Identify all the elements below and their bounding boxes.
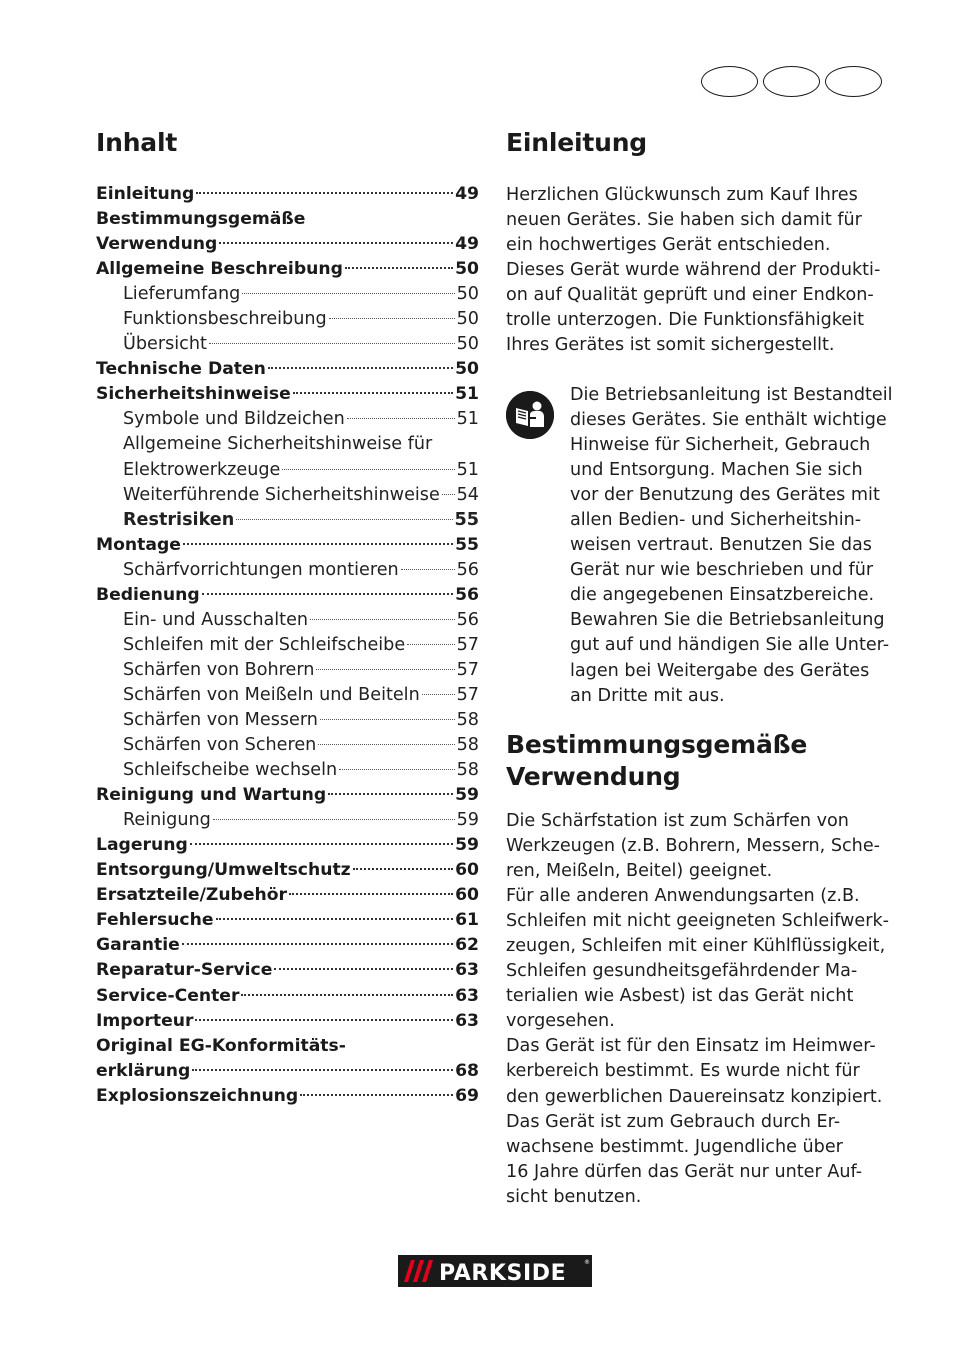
toc-leader-dots <box>196 192 453 194</box>
notice-text-line: und Entsorgung. Machen Sie sich <box>570 460 863 481</box>
usage-text-line: vorgesehen. <box>506 1011 615 1032</box>
toc-page-number: 57 <box>456 684 479 705</box>
read-manual-icon <box>506 391 554 439</box>
toc-entry-label: Elektrowerkzeuge <box>123 459 281 480</box>
toc-entry[interactable] <box>96 508 479 533</box>
toc-entry-label: Schärfvorrichtungen montieren <box>123 559 399 580</box>
intro-text-line: neuen Gerätes. Sie haben sich damit für <box>506 210 862 231</box>
toc-entry-label: Schleifen mit der Schleifscheibe <box>123 634 406 655</box>
toc-entry[interactable] <box>96 533 479 558</box>
usage-text-line: Für alle anderen Anwendungsarten (z.B. <box>506 886 860 907</box>
toc-entry-label: Entsorgung/Umweltschutz <box>96 860 351 881</box>
toc-leader-dots <box>422 694 455 695</box>
toc-entry[interactable] <box>96 733 479 758</box>
notice-text-line: vor der Benutzung des Gerätes mit <box>570 485 880 506</box>
toc-entry[interactable] <box>96 883 479 908</box>
toc-leader-dots <box>241 994 453 996</box>
toc-entry[interactable] <box>96 332 479 357</box>
toc-page-number: 58 <box>456 735 479 756</box>
usage-text-line: Werkzeugen (z.B. Bohrern, Messern, Sche- <box>506 836 881 857</box>
toc-leader-dots <box>242 293 454 294</box>
toc-entry[interactable] <box>96 207 479 232</box>
toc-entry-label: Einleitung <box>96 184 195 204</box>
toc-entry-label: Restrisiken <box>123 509 235 530</box>
toc-entry-label: Reinigung <box>123 810 211 831</box>
toc-entry-label: Lagerung <box>96 835 188 856</box>
toc-entry-label: Schärfen von Messern <box>123 709 318 730</box>
toc-entry[interactable] <box>96 307 479 332</box>
notice-text-line: allen Bedien- und Sicherheitshin- <box>570 510 862 531</box>
toc-leader-dots <box>268 367 453 369</box>
toc-leader-dots <box>183 543 453 545</box>
toc-leader-dots <box>282 469 454 470</box>
svg-text:®: ® <box>584 1259 590 1266</box>
logo-text: PARKSIDE <box>439 1261 567 1286</box>
toc-leader-dots <box>289 893 453 895</box>
toc-page-number: 51 <box>455 384 479 405</box>
usage-text-line: ren, Meißeln, Beitel) geeignet. <box>506 861 773 882</box>
toc-entry-label: erklärung <box>96 1060 191 1081</box>
notice-text-line: die angegebenen Einsatzbereiche. <box>570 585 875 606</box>
notice-text-line: an Dritte mit aus. <box>570 685 725 706</box>
toc-page-number: 63 <box>455 1010 479 1031</box>
usage-text-line: Die Schärfstation ist zum Schärfen von <box>506 811 849 831</box>
usage-text-line: terialien wie Asbest) ist das Gerät nicht <box>506 986 854 1007</box>
toc-entry-label: Garantie <box>96 935 180 956</box>
toc-entry-label: Schärfen von Meißeln und Beiteln <box>123 684 420 705</box>
toc-entry[interactable] <box>96 182 479 207</box>
toc-entry-label: Sicherheitshinweise <box>96 384 291 405</box>
toc-entry-label: Technische Daten <box>96 359 266 380</box>
toc-entry[interactable] <box>96 282 479 307</box>
toc-entry-label: Importeur <box>96 1010 194 1031</box>
usage-text-line: 16 Jahre dürfen das Gerät nur unter Auf- <box>506 1161 863 1182</box>
usage-text-line: den gewerblichen Dauereinsatz konzipiert. <box>506 1086 883 1107</box>
toc-list <box>96 182 479 1109</box>
toc-entry-label: Allgemeine Beschreibung <box>96 259 343 280</box>
toc-leader-dots <box>316 669 454 670</box>
toc-leader-dots <box>320 719 455 720</box>
toc-page-number: 69 <box>455 1085 479 1106</box>
notice-text-line: gut auf und händigen Sie alle Unter- <box>570 635 890 656</box>
usage-paragraph <box>506 809 889 1210</box>
toc-entry-label: Service-Center <box>96 985 240 1006</box>
toc-leader-dots <box>192 1069 453 1071</box>
toc-entry-label: Allgemeine Sicherheitshinweise für <box>123 434 433 455</box>
toc-entry[interactable] <box>96 357 479 382</box>
usage-text-line: Das Gerät ist zum Gebrauch durch Er- <box>506 1111 841 1132</box>
toc-entry[interactable] <box>96 933 479 958</box>
usage-text-line: Schleifen gesundheitsgefährdender Ma- <box>506 961 858 982</box>
toc-leader-dots <box>219 242 453 244</box>
notice-text-line: Die Betriebsanleitung ist Bestandteil <box>570 385 893 405</box>
toc-page-number: 50 <box>456 334 479 355</box>
toc-page-number: 54 <box>456 484 479 505</box>
toc-title: Inhalt <box>96 128 178 157</box>
toc-entry-label: Weiterführende Sicherheitshinweise <box>123 484 440 505</box>
intro-text-line: on auf Qualität geprüft und einer Endkon- <box>506 285 874 306</box>
toc-entry[interactable] <box>96 1009 479 1034</box>
notice-text-line: Hinweise für Sicherheit, Gebrauch <box>570 435 871 456</box>
toc-leader-dots <box>328 793 453 795</box>
toc-leader-dots <box>274 968 453 970</box>
toc-page-number: 50 <box>456 284 479 305</box>
toc-entry-label: Lieferumfang <box>123 284 241 305</box>
toc-entry-label: Funktionsbeschreibung <box>123 309 327 330</box>
toc-entry-label: Verwendung <box>96 234 218 255</box>
toc-page-number: 57 <box>456 659 479 680</box>
toc-leader-dots <box>195 1019 453 1021</box>
intro-text-line: Dieses Gerät wurde während der Produkti- <box>506 260 881 281</box>
toc-page-number: 63 <box>455 985 479 1006</box>
toc-page-number: 50 <box>456 309 479 330</box>
usage-title-line2: Verwendung <box>506 762 681 791</box>
usage-text-line: sicht benutzen. <box>506 1186 642 1207</box>
toc-entry[interactable] <box>96 382 479 407</box>
notice-text-line: Gerät nur wie beschrieben und für <box>570 560 874 581</box>
usage-text-line: Schleifen mit nicht geeigneten Schleifwerk- <box>506 911 889 932</box>
toc-page-number: 60 <box>455 885 479 906</box>
toc-leader-dots <box>182 943 453 945</box>
toc-page-number: 59 <box>456 810 479 831</box>
parkside-logo <box>398 1255 592 1287</box>
toc-entry[interactable] <box>96 808 479 833</box>
intro-text-line: Ihres Gerätes ist somit sichergestellt. <box>506 335 835 356</box>
toc-entry-label: Reinigung und Wartung <box>96 785 327 806</box>
toc-page-number: 56 <box>455 584 479 605</box>
toc-entry[interactable] <box>96 858 479 883</box>
usage-title-line1: Bestimmungsgemäße <box>506 730 808 759</box>
toc-page-number: 59 <box>455 785 479 806</box>
toc-entry[interactable] <box>96 658 479 683</box>
intro-text-line: Herzlichen Glückwunsch zum Kauf Ihres <box>506 185 858 205</box>
notice-text-line: weisen vertraut. Benutzen Sie das <box>570 535 872 556</box>
toc-leader-dots <box>236 519 452 520</box>
toc-entry-label: Fehlersuche <box>96 910 214 931</box>
toc-page-number: 56 <box>456 559 479 580</box>
toc-entry-label: Schleifscheibe wechseln <box>123 760 338 781</box>
toc-entry-label: Ein- und Ausschalten <box>123 609 309 630</box>
toc-leader-dots <box>442 494 455 495</box>
toc-entry[interactable] <box>96 683 479 708</box>
toc-leader-dots <box>216 918 454 920</box>
toc-entry-label: Bedienung <box>96 584 200 605</box>
toc-entry-label: Bestimmungsgemäße <box>96 209 306 230</box>
intro-title: Einleitung <box>506 128 647 157</box>
toc-entry[interactable] <box>96 833 479 858</box>
toc-leader-dots <box>209 343 455 344</box>
toc-entry-label: Ersatzteile/Zubehör <box>96 885 288 906</box>
toc-leader-dots <box>190 843 453 845</box>
toc-page-number: 63 <box>455 960 479 981</box>
toc-page-number: 51 <box>456 459 479 480</box>
toc-entry-label: Explosionszeichnung <box>96 1085 299 1106</box>
toc-page-number: 49 <box>455 184 479 204</box>
toc-page-number: 61 <box>455 910 479 931</box>
usage-text-line: zeugen, Schleifen mit einer Kühlflüssigkeit, <box>506 936 886 957</box>
toc-page-number: 62 <box>455 935 479 956</box>
language-oval-icon <box>763 66 820 97</box>
toc-entry[interactable] <box>96 232 479 257</box>
toc-entry[interactable] <box>96 458 479 483</box>
toc-entry[interactable] <box>96 608 479 633</box>
toc-leader-dots <box>293 392 453 394</box>
language-oval-icon <box>701 66 758 97</box>
toc-entry-label: Symbole und Bildzeichen <box>123 409 345 430</box>
toc-page-number: 57 <box>456 634 479 655</box>
toc-leader-dots <box>300 1094 453 1096</box>
toc-page-number: 50 <box>455 259 479 280</box>
toc-leader-dots <box>213 819 455 820</box>
toc-entry-label: Schärfen von Bohrern <box>123 659 315 680</box>
toc-entry-label: Schärfen von Scheren <box>123 735 317 756</box>
toc-entry[interactable] <box>96 407 479 432</box>
toc-page-number: 56 <box>456 609 479 630</box>
toc-page-number: 60 <box>455 860 479 881</box>
toc-entry[interactable] <box>96 783 479 808</box>
toc-leader-dots <box>329 318 455 319</box>
toc-entry[interactable] <box>96 583 479 608</box>
toc-entry[interactable] <box>96 958 479 983</box>
toc-leader-dots <box>347 418 455 419</box>
toc-page-number: 59 <box>455 835 479 856</box>
toc-leader-dots <box>345 267 453 269</box>
toc-page-number: 55 <box>454 509 479 530</box>
toc-leader-dots <box>339 769 454 770</box>
intro-paragraph <box>506 183 880 358</box>
toc-page-number: 58 <box>456 760 479 781</box>
toc-entry-label: Übersicht <box>123 334 207 355</box>
toc-entry[interactable] <box>96 558 479 583</box>
toc-page-number: 55 <box>455 534 479 555</box>
toc-entry-label: Original EG-Konformitäts- <box>96 1035 346 1056</box>
toc-entry[interactable] <box>96 432 479 457</box>
intro-text-line: trolle unterzogen. Die Funktionsfähigkeit <box>506 310 865 331</box>
toc-entry[interactable] <box>96 1059 479 1084</box>
notice-text-line: lagen bei Weitergabe des Gerätes <box>570 660 870 681</box>
intro-text-line: ein hochwertiges Gerät entschieden. <box>506 235 831 256</box>
toc-page-number: 50 <box>455 359 479 380</box>
toc-leader-dots <box>353 868 453 870</box>
toc-entry[interactable] <box>96 257 479 282</box>
usage-text-line: Das Gerät ist für den Einsatz im Heimwer- <box>506 1036 876 1057</box>
language-oval-icon <box>825 66 882 97</box>
toc-page-number: 51 <box>456 409 479 430</box>
manual-notice-paragraph <box>570 383 893 709</box>
toc-entry[interactable] <box>96 633 479 658</box>
usage-text-line: wachsene bestimmt. Jugendliche über <box>506 1136 843 1157</box>
toc-entry[interactable] <box>96 908 479 933</box>
toc-entry[interactable] <box>96 708 479 733</box>
toc-entry-label: Reparatur-Service <box>96 960 273 981</box>
toc-leader-dots <box>202 593 453 595</box>
toc-page-number: 58 <box>456 709 479 730</box>
toc-entry[interactable] <box>96 1084 479 1109</box>
toc-entry-label: Montage <box>96 534 181 555</box>
toc-leader-dots <box>401 569 455 570</box>
toc-entry[interactable] <box>96 758 479 783</box>
toc-leader-dots <box>407 644 454 645</box>
toc-leader-dots <box>318 744 454 745</box>
usage-text-line: kerbereich bestimmt. Es wurde nicht für <box>506 1061 860 1082</box>
notice-text-line: dieses Gerätes. Sie enthält wichtige <box>570 410 887 431</box>
toc-page-number: 68 <box>455 1060 479 1081</box>
notice-text-line: Bewahren Sie die Betriebsanleitung <box>570 610 885 631</box>
toc-entry[interactable] <box>96 984 479 1009</box>
toc-page-number: 49 <box>455 234 479 255</box>
toc-leader-dots <box>310 619 455 620</box>
toc-entry[interactable] <box>96 1034 479 1059</box>
toc-entry[interactable] <box>96 483 479 508</box>
